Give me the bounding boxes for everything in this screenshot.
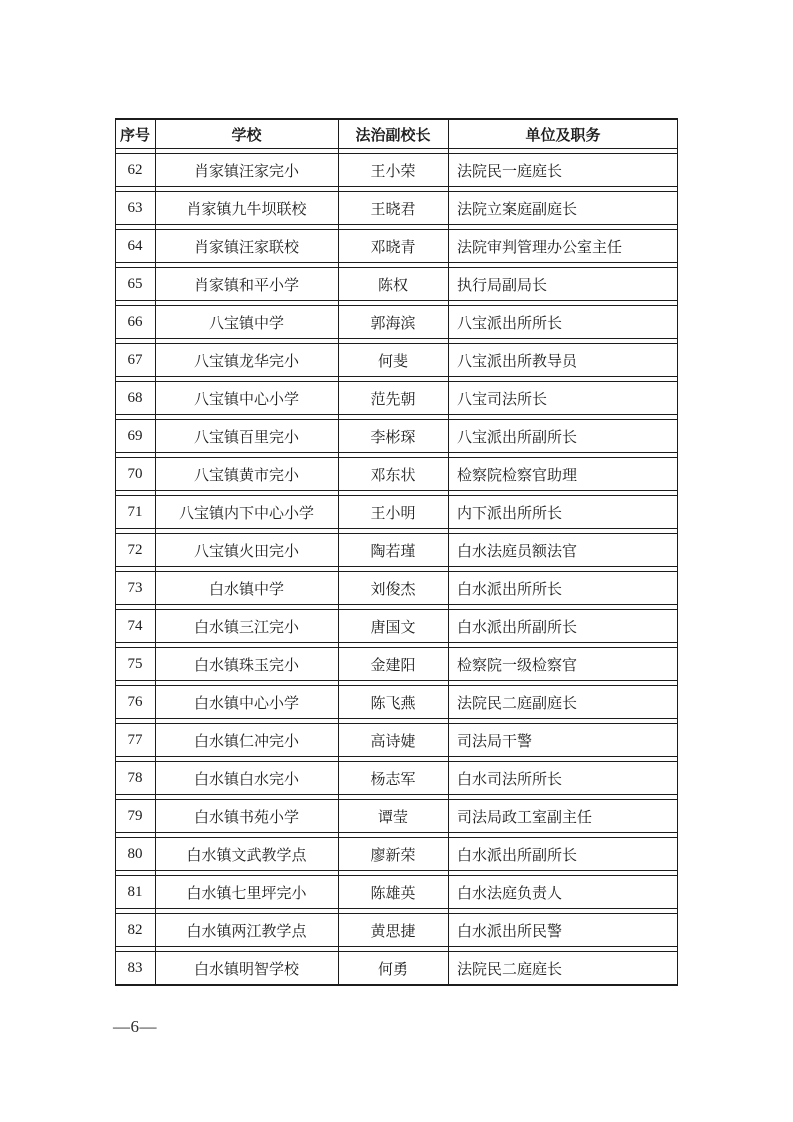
cell-unit-position: 执行局副局长 — [457, 277, 548, 294]
cell-school: 白水镇珠玉完小 — [193, 657, 299, 674]
cell-serial: 69 — [127, 427, 143, 444]
cell-vice-principal: 邓东状 — [370, 467, 416, 484]
table-row — [115, 457, 678, 491]
cell-vice-principal: 范先朝 — [370, 391, 416, 408]
cell-school: 八宝镇中学 — [208, 315, 284, 332]
table-header-row — [115, 118, 678, 149]
table-row — [115, 495, 678, 529]
cell-unit-position: 法院民一庭庭长 — [457, 163, 563, 180]
cell-school: 八宝镇黄市完小 — [193, 467, 299, 484]
cell-unit-position: 白水法庭员额法官 — [457, 543, 578, 560]
cell-school: 白水镇文武教学点 — [186, 847, 307, 864]
table-body — [115, 153, 678, 986]
cell-unit-position: 司法局政工室副主任 — [457, 809, 593, 826]
cell-school: 白水镇中心小学 — [193, 695, 299, 712]
cell-school: 肖家镇和平小学 — [193, 277, 299, 294]
cell-vice-principal: 郭海滨 — [370, 315, 416, 332]
cell-serial: 81 — [127, 883, 143, 900]
cell-vice-principal: 何斐 — [377, 353, 408, 370]
cell-school: 白水镇书苑小学 — [193, 809, 299, 826]
cell-serial: 62 — [127, 161, 143, 178]
table-row — [115, 761, 678, 795]
cell-unit-position: 法院审判管理办公室主任 — [457, 239, 623, 256]
cell-vice-principal: 金建阳 — [370, 657, 416, 674]
cell-unit-position: 白水派出所副所长 — [457, 847, 578, 864]
cell-unit-position: 白水司法所所长 — [457, 771, 563, 788]
legal-vice-principals-table — [115, 118, 678, 986]
cell-serial: 66 — [127, 313, 143, 330]
cell-school: 白水镇明智学校 — [193, 961, 299, 978]
cell-unit-position: 司法局干警 — [457, 733, 533, 750]
cell-unit-position: 八宝司法所长 — [457, 391, 548, 408]
cell-vice-principal: 唐国文 — [370, 619, 416, 636]
cell-unit-position: 白水派出所所长 — [457, 581, 563, 598]
table-row — [115, 229, 678, 263]
table-row — [115, 685, 678, 719]
cell-serial: 67 — [127, 351, 143, 368]
page-number: —6— — [113, 1017, 157, 1036]
table-row — [115, 609, 678, 643]
cell-unit-position: 八宝派出所教导员 — [457, 353, 578, 370]
column-header-school: 学校 — [231, 126, 262, 144]
cell-vice-principal: 王小明 — [370, 505, 416, 522]
table-row — [115, 875, 678, 909]
cell-unit-position: 内下派出所所长 — [457, 505, 563, 522]
cell-vice-principal: 刘俊杰 — [370, 581, 416, 598]
cell-school: 白水镇两江教学点 — [186, 923, 307, 940]
cell-vice-principal: 何勇 — [377, 961, 408, 978]
cell-school: 白水镇三江完小 — [193, 619, 299, 636]
cell-vice-principal: 杨志军 — [370, 771, 416, 788]
cell-unit-position: 白水派出所民警 — [457, 923, 563, 940]
cell-vice-principal: 陈权 — [377, 277, 408, 294]
cell-school: 肖家镇汪家完小 — [193, 163, 299, 180]
cell-vice-principal: 陶若瑾 — [370, 543, 416, 560]
column-header-unit_position: 单位及职务 — [525, 126, 601, 144]
table-row — [115, 419, 678, 453]
cell-unit-position: 白水法庭负责人 — [457, 885, 563, 902]
cell-serial: 80 — [127, 845, 143, 862]
cell-school: 白水镇七里坪完小 — [186, 885, 307, 902]
cell-serial: 68 — [127, 389, 143, 406]
cell-serial: 76 — [127, 693, 143, 710]
cell-school: 八宝镇内下中心小学 — [178, 505, 314, 522]
table-row — [115, 799, 678, 833]
cell-serial: 74 — [127, 617, 143, 634]
cell-unit-position: 白水派出所副所长 — [457, 619, 578, 636]
table-row — [115, 913, 678, 947]
cell-unit-position: 法院民二庭庭长 — [457, 961, 563, 978]
cell-serial: 64 — [127, 237, 143, 254]
cell-unit-position: 八宝派出所副所长 — [457, 429, 578, 446]
cell-vice-principal: 谭莹 — [377, 809, 408, 826]
cell-vice-principal: 陈飞燕 — [370, 695, 416, 712]
cell-serial: 75 — [127, 655, 143, 672]
table-row — [115, 533, 678, 567]
table-row — [115, 723, 678, 757]
cell-serial: 72 — [127, 541, 143, 558]
table-row — [115, 951, 678, 986]
cell-unit-position: 法院民二庭副庭长 — [457, 695, 578, 712]
cell-school: 八宝镇百里完小 — [193, 429, 299, 446]
cell-serial: 77 — [127, 731, 143, 748]
cell-unit-position: 检察院检察官助理 — [457, 467, 578, 484]
column-header-serial: 序号 — [119, 126, 150, 144]
cell-serial: 63 — [127, 199, 143, 216]
cell-unit-position: 检察院一级检察官 — [457, 657, 578, 674]
cell-vice-principal: 李彬琛 — [370, 429, 416, 446]
cell-serial: 78 — [127, 769, 143, 786]
cell-serial: 82 — [127, 921, 143, 938]
cell-school: 八宝镇中心小学 — [193, 391, 299, 408]
table-row — [115, 381, 678, 415]
table-row — [115, 305, 678, 339]
cell-vice-principal: 王小荣 — [370, 163, 416, 180]
cell-serial: 65 — [127, 275, 143, 292]
cell-vice-principal: 高诗婕 — [370, 733, 416, 750]
column-header-vice_principal: 法治副校长 — [355, 126, 431, 144]
cell-school: 八宝镇龙华完小 — [193, 353, 299, 370]
cell-school: 八宝镇火田完小 — [193, 543, 299, 560]
cell-unit-position: 八宝派出所所长 — [457, 315, 563, 332]
cell-vice-principal: 廖新荣 — [370, 847, 416, 864]
table-row — [115, 647, 678, 681]
table-row — [115, 837, 678, 871]
cell-vice-principal: 陈雄英 — [370, 885, 416, 902]
cell-serial: 73 — [127, 579, 143, 596]
cell-school: 白水镇白水完小 — [193, 771, 299, 788]
cell-school: 肖家镇九牛坝联校 — [186, 201, 307, 218]
table-row — [115, 571, 678, 605]
cell-school: 肖家镇汪家联校 — [193, 239, 299, 256]
cell-serial: 83 — [127, 959, 143, 976]
cell-serial: 79 — [127, 807, 143, 824]
cell-unit-position: 法院立案庭副庭长 — [457, 201, 578, 218]
table-row — [115, 267, 678, 301]
table-row — [115, 191, 678, 225]
table-row — [115, 153, 678, 187]
table-row — [115, 343, 678, 377]
cell-serial: 70 — [127, 465, 143, 482]
cell-vice-principal: 邓晓青 — [370, 239, 416, 256]
cell-vice-principal: 王晓君 — [370, 201, 416, 218]
cell-school: 白水镇中学 — [208, 581, 284, 598]
cell-school: 白水镇仁冲完小 — [193, 733, 299, 750]
cell-serial: 71 — [127, 503, 143, 520]
cell-vice-principal: 黄思捷 — [370, 923, 416, 940]
